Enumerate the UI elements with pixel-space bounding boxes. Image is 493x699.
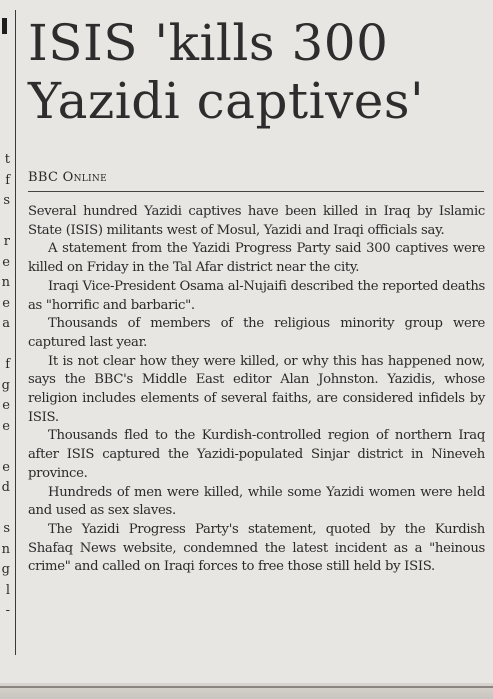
paragraph: Thousands of members of the religious minority group were captured last year. — [28, 316, 485, 350]
bottom-rule — [0, 686, 493, 688]
byline-divider — [28, 191, 484, 192]
column-fragment — [0, 499, 10, 520]
column-fragment: e — [2, 295, 10, 311]
column-divider — [15, 10, 16, 655]
column-fragment: e — [2, 459, 10, 475]
column-fragment: g — [1, 377, 10, 393]
paragraph: A statement from the Yazidi Progress Party said 300 captives were killed on Friday in the Tal Afar district near the city. — [28, 241, 485, 276]
column-fragment: s — [3, 193, 10, 208]
column-fragment — [0, 335, 10, 356]
column-fragment: - — [5, 603, 10, 618]
column-fragment: e — [2, 398, 10, 413]
column-fragment: e — [2, 418, 10, 434]
paragraph: Iraqi Vice-President Osama al-Nujaifi described the reported deaths as "horrific and barbaric". — [28, 278, 485, 313]
paragraph: Several hundred Yazidi captives have been killed in Iraq by Islamic State (ISIS) militants west of Mosul, Yazidi and Iraqi officials say. — [28, 204, 485, 238]
column-fragment: t — [4, 152, 10, 167]
byline: BBC Online — [28, 170, 107, 185]
column-fragment: r — [3, 234, 10, 249]
paragraph: Thousands fled to the Kurdish-controlled region of northern Iraq after ISIS captured the Yazidi-populated Sinjar district in Nineveh province. — [28, 428, 485, 481]
column-fragment — [0, 212, 10, 233]
adjacent-column-fragments — [0, 150, 10, 622]
column-fragment: f — [5, 357, 10, 372]
column-fragment: f — [5, 172, 10, 188]
headline: ISIS 'kills 300 Yazidi captives' — [28, 14, 425, 130]
column-fragment: e — [2, 254, 10, 270]
column-fragment: g — [1, 562, 10, 577]
paragraph: Hundreds of men were killed, while some Yazidi women were held and used as sex slaves. — [28, 484, 485, 519]
article-body — [28, 203, 485, 577]
paragraph: It is not clear how they were killed, or why this has happened now, says the BBC's Middle East editor Alan Johnston. Yazidis, whose religion includes elements of several faiths, are considered infidels by ISIS. — [28, 353, 485, 425]
column-fragment — [0, 437, 10, 458]
column-fragment: l — [5, 582, 10, 598]
column-edge-mark — [2, 18, 7, 34]
column-fragment: d — [1, 480, 10, 495]
column-fragment: n — [1, 275, 10, 290]
column-fragment: a — [2, 316, 10, 331]
column-fragment: n — [1, 541, 10, 557]
column-fragment: s — [3, 521, 10, 536]
paragraph: The Yazidi Progress Party's statement, quoted by the Kurdish Shafaq News website, condemned the latest incident as a "heinous crime" and called on Iraqi forces to free those still held by ISIS. — [28, 521, 485, 575]
